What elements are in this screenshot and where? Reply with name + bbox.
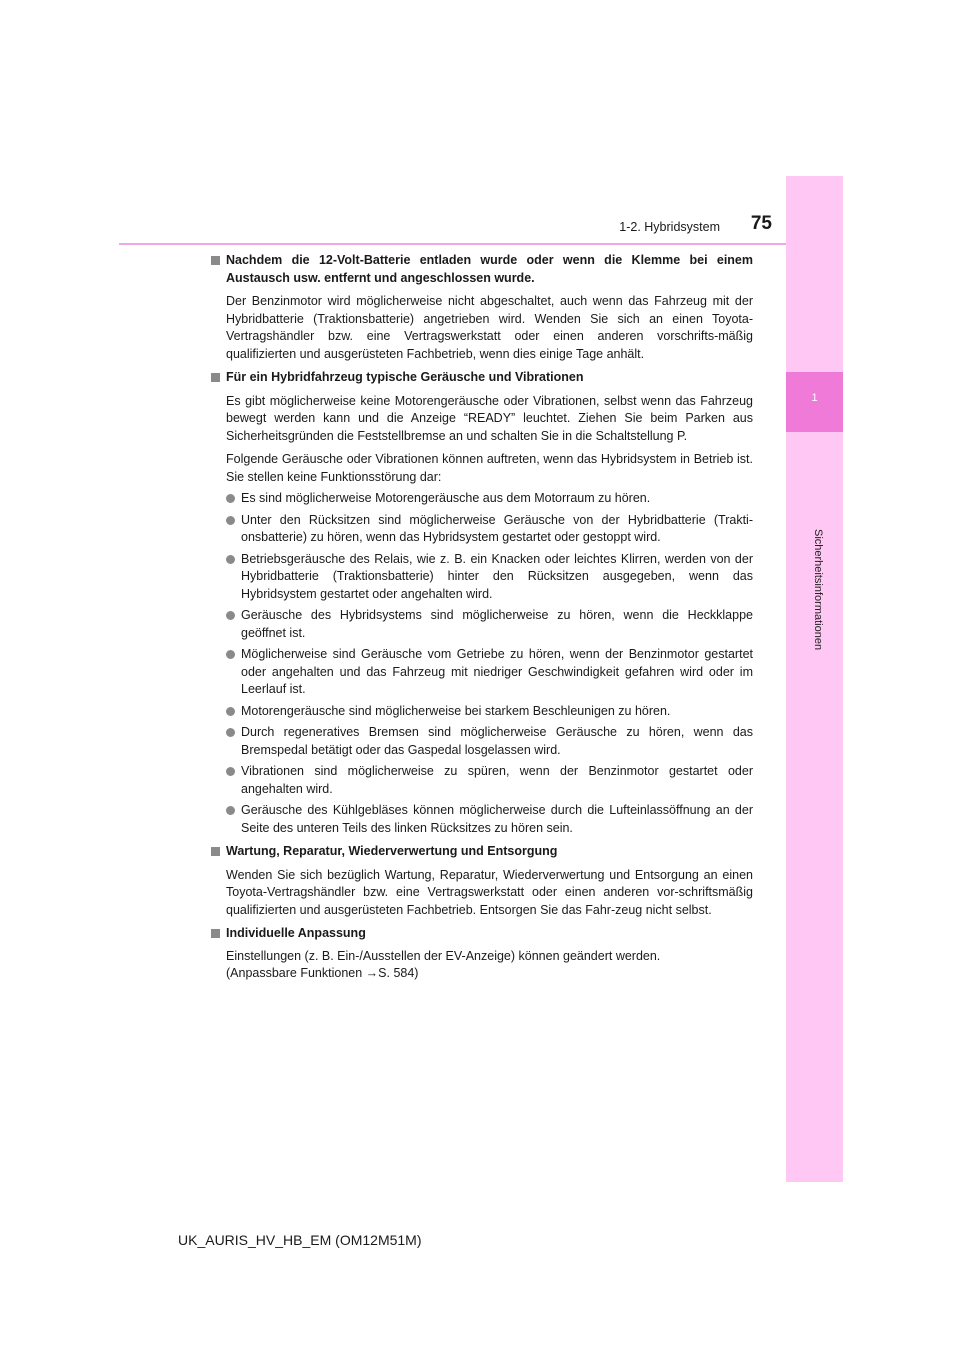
round-bullet-icon: [226, 767, 235, 776]
section-heading: [208, 369, 753, 387]
list-item: [208, 703, 753, 721]
list-item-text: Durch regeneratives Bremsen sind möglicherweise Geräusche zu hören, wenn das Bremspedal betätigt oder das Gaspedal losgelassen wird.: [241, 725, 753, 757]
round-bullet-icon: [226, 494, 235, 503]
paragraph: Wenden Sie sich bezüglich Wartung, Reparatur, Wiederverwertung und Entsorgung an einen Toyota-Vertragshändler bzw. eine Vertragswerkstatt oder einen anderen vor-schriftsmäßig qualifizierten und ausgerüsteten Fachbetrieb. Entsorgen Sie das Fahr-zeug nicht selbst.: [226, 867, 753, 917]
section-title: 1-2. Hybridsystem: [619, 220, 720, 234]
paragraph: Es gibt möglicherweise keine Motorengeräusche oder Vibrationen, selbst wenn das Fahrzeug bewegt werden kann und die Anzeige “READY” leuchtet. Ziehen Sie beim Parken aus Sicherheitsgründen die Feststellbremse an und schalten Sie in die Schaltstellung P.: [226, 393, 753, 443]
heading-text: Individuelle Anpassung: [226, 926, 366, 940]
list-item: [208, 724, 753, 759]
square-bullet-icon: [211, 256, 220, 265]
list-item-text: Möglicherweise sind Geräusche vom Getriebe zu hören, wenn der Benzinmotor gestartet oder angehalten und das Fahrzeug mit niedriger Geschwindigkeit gefahren wird oder im Leerlauf ist.: [241, 647, 753, 696]
section-heading: [208, 843, 753, 861]
square-bullet-icon: [211, 929, 220, 938]
manual-code: UK_AURIS_HV_HB_EM (OM12M51M): [178, 1232, 422, 1248]
list-item: [208, 607, 753, 642]
section-customization: [208, 925, 753, 983]
list-item-text: Motorengeräusche sind möglicherweise bei starkem Beschleunigen zu hören.: [241, 703, 671, 718]
round-bullet-icon: [226, 728, 235, 737]
list-item: [208, 512, 753, 547]
square-bullet-icon: [211, 373, 220, 382]
list-item-text: Betriebsgeräusche des Relais, wie z. B. ein Knacken oder leichtes Klirren, werden von der Hybridbatterie (Traktionsbatterie) hinter den Rücksitzen ausgegeben, wenn das Hybridsystem gestartet oder angehalten wird.: [241, 551, 753, 601]
round-bullet-icon: [226, 707, 235, 716]
list-item-text: Es sind möglicherweise Motorengeräusche aus dem Motorraum zu hören.: [241, 491, 651, 505]
chapter-tab-number: 1: [811, 392, 818, 404]
round-bullet-icon: [226, 806, 235, 815]
list-item-text: Geräusche des Hybridsystems sind möglicherweise zu hören, wenn die Heckklappe geöffnet ist.: [241, 608, 753, 640]
paragraph: Folgende Geräusche oder Vibrationen können auftreten, wenn das Hybridsystem in Betrieb ist. Sie stellen keine Funktionsstörung dar:: [226, 452, 753, 484]
header-divider: [119, 243, 786, 245]
heading-text: Wartung, Reparatur, Wiederverwertung und Entsorgung: [226, 844, 558, 858]
list-item: [208, 551, 753, 604]
customization-link[interactable]: (Anpassbare Funktionen →S. 584): [226, 966, 419, 980]
paragraph: Der Benzinmotor wird möglicherweise nicht abgeschaltet, auch wenn das Fahrzeug mit der Hybridbatterie (Traktionsbatterie) angetrieben wird. Wenden Sie sich an einen Toyota-Vertragshändler bzw. eine Vertragswerkstatt oder einen anderen vorschrifts-mäßig qualifizierten und ausgerüsteten Fachbetrieb, wenn dies einige Tage anhält.: [226, 294, 753, 361]
paragraph: Einstellungen (z. B. Ein-/Ausstellen der EV-Anzeige) können geändert werden.: [226, 948, 661, 963]
section-noises: [208, 369, 753, 837]
list-item: [208, 646, 753, 699]
round-bullet-icon: [226, 516, 235, 525]
round-bullet-icon: [226, 611, 235, 620]
section-heading: [208, 252, 753, 287]
round-bullet-icon: [226, 650, 235, 659]
list-item: [208, 802, 753, 837]
section-heading: [208, 925, 753, 943]
page-content: [208, 252, 753, 989]
chapter-tab-label: Sicherheitsinformationen: [812, 529, 824, 651]
section-battery: [208, 252, 753, 363]
list-item-text: Geräusche des Kühlgebläses können möglicherweise durch die Lufteinlassöffnung an der Seite des unteren Teils des linken Rücksitzes zu hören sein.: [241, 803, 753, 835]
round-bullet-icon: [226, 555, 235, 564]
heading-text: Für ein Hybridfahrzeug typische Geräusche und Vibrationen: [226, 370, 584, 384]
list-item: [208, 490, 753, 508]
square-bullet-icon: [211, 847, 220, 856]
list-item-text: Vibrationen sind möglicherweise zu spüren, wenn der Benzinmotor gestartet oder angehalten wird.: [241, 764, 753, 796]
chapter-side-band: [786, 176, 843, 1182]
list-item: [208, 763, 753, 798]
page-number: 75: [750, 213, 772, 234]
section-maintenance: [208, 843, 753, 919]
heading-text: Nachdem die 12-Volt-Batterie entladen wurde oder wenn die Klemme bei einem Austausch usw. entfernt und angeschlossen wurde.: [226, 253, 753, 285]
list-item-text: Unter den Rücksitzen sind möglicherweise Geräusche von der Hybridbatterie (Trakti-onsbatterie) zu hören, wenn das Hybridsystem gestartet oder gestoppt wird.: [241, 512, 753, 544]
